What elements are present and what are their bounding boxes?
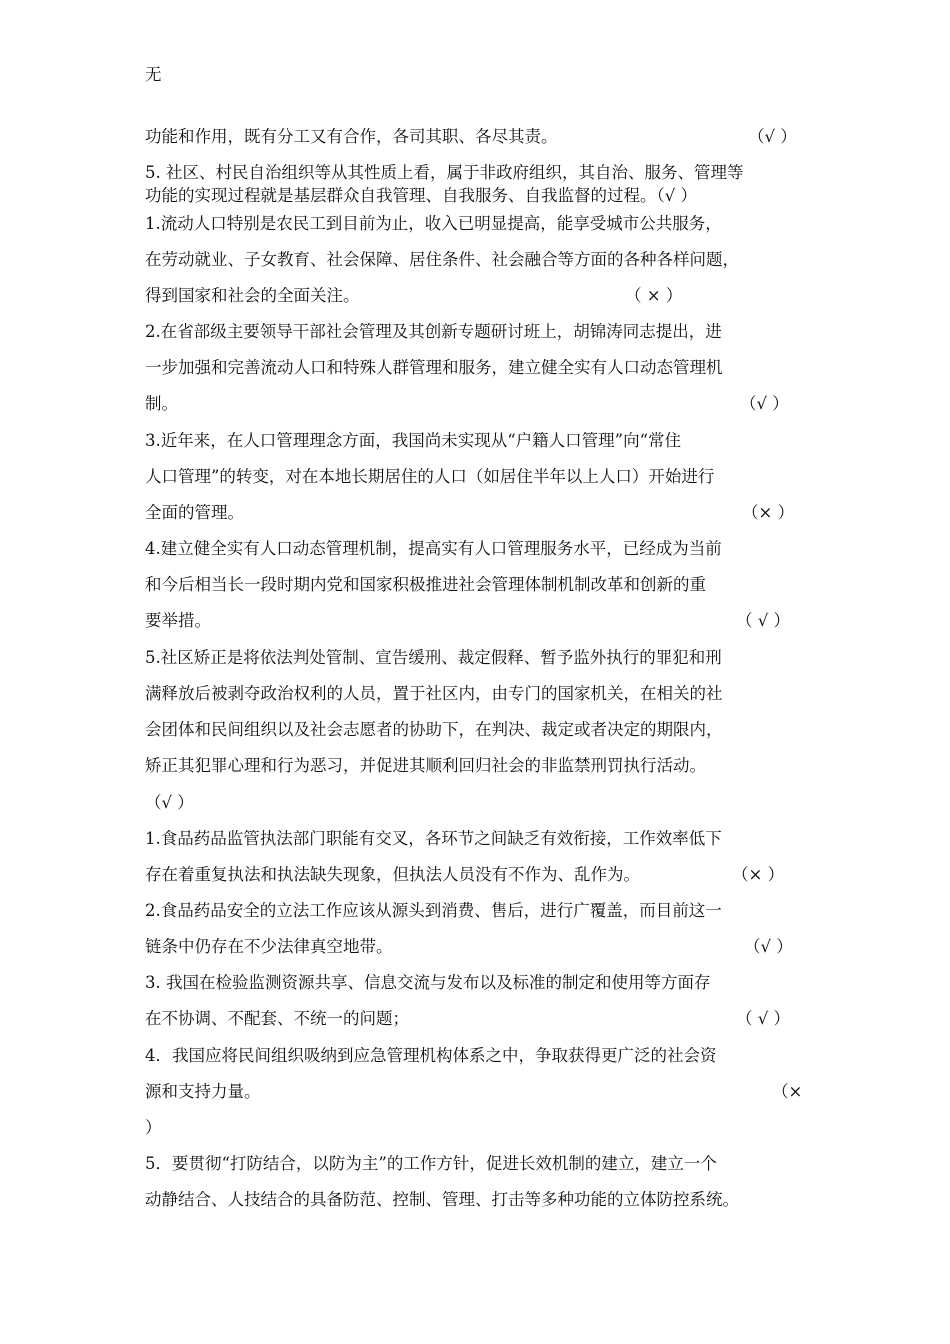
text-line: 2.在省部级主要领导干部社会管理及其创新专题研讨班上，胡锦涛同志提出，进 <box>145 322 722 341</box>
text-line: 和今后相当长一段时期内党和国家积极推进社会管理体制机制改革和创新的重 <box>145 575 706 594</box>
answer-mark: （ √ ） <box>736 611 791 630</box>
text-line: 链条中仍存在不少法律真空地带。 <box>145 937 393 956</box>
text-line: 满释放后被剥夺政治权利的人员，置于社区内，由专门的国家机关，在相关的社 <box>145 684 723 703</box>
text-line: 5．要贯彻“打防结合，以防为主”的工作方针，促进长效机制的建立，建立一个 <box>145 1154 717 1173</box>
answer-mark: （ √ ） <box>736 1009 791 1028</box>
text-line: 4.建立健全实有人口动态管理机制，提高实有人口管理服务水平，已经成为当前 <box>145 539 722 558</box>
text-line: 3. 我国在检验监测资源共享、信息交流与发布以及标准的制定和使用等方面存 <box>145 973 711 992</box>
text-line: 矫正其犯罪心理和行为恶习，并促进其顺利回归社会的非监禁刑罚执行活动。 <box>145 756 706 775</box>
text-line: 得到国家和社会的全面关注。 <box>145 286 360 305</box>
text-line: 要举措。 <box>145 611 211 630</box>
text-line: 功能和作用，既有分工又有合作，各司其职、各尽其责。 <box>145 127 558 146</box>
text-line: 一步加强和完善流动人口和特殊人群管理和服务，建立健全实有人口动态管理机 <box>145 358 723 377</box>
text-line: 制。 <box>145 394 178 413</box>
text-line: 存在着重复执法和执法缺失现象，但执法人员没有不作为、乱作为。 <box>145 865 640 884</box>
page-header: 无 <box>145 65 162 84</box>
answer-mark: （× ） <box>732 865 785 884</box>
answer-mark: （√ ） <box>748 127 797 146</box>
text-line: 动静结合、人技结合的具备防范、控制、管理、打击等多种功能的立体防控系统。 <box>145 1190 739 1209</box>
text-line: 1.流动人口特别是农民工到目前为止，收入已明显提高，能享受城市公共服务， <box>145 214 722 233</box>
text-line: 2.食品药品安全的立法工作应该从源头到消费、售后，进行广覆盖，而目前这一 <box>145 901 722 920</box>
text-line: 在不协调、不配套、不统一的问题； <box>145 1009 409 1028</box>
text-line: 5.社区矫正是将依法判处管制、宣告缓刑、裁定假释、暂予监外执行的罪犯和刑 <box>145 648 722 667</box>
text-line: 3.近年来，在人口管理理念方面，我国尚未实现从“户籍人口管理”向“常住 <box>145 431 682 450</box>
text-line: ） <box>145 1118 162 1137</box>
text-line: 全面的管理。 <box>145 503 244 522</box>
answer-mark: （√ ） <box>740 394 789 413</box>
answer-mark: （√ ） <box>744 937 793 956</box>
text-line: 在劳动就业、子女教育、社会保障、居住条件、社会融合等方面的各种各样问题， <box>145 250 739 269</box>
answer-mark: （× ） <box>742 503 795 522</box>
text-line: （√ ） <box>145 793 194 812</box>
answer-mark: （ × ） <box>625 286 683 305</box>
text-line: 功能的实现过程就是基层群众自我管理、自我服务、自我监督的过程。（√ ） <box>145 186 698 205</box>
answer-mark: （× <box>772 1082 803 1101</box>
text-line: 5. 社区、村民自治组织等从其性质上看，属于非政府组织，其自治、服务、管理等 <box>145 163 744 182</box>
text-line: 4．我国应将民间组织吸纳到应急管理机构体系之中，争取获得更广泛的社会资 <box>145 1046 717 1065</box>
text-line: 人口管理”的转变，对在本地长期居住的人口（如居住半年以上人口）开始进行 <box>145 467 715 486</box>
text-line: 源和支持力量。 <box>145 1082 261 1101</box>
text-line: 1.食品药品监管执法部门职能有交叉，各环节之间缺乏有效衔接，工作效率低下 <box>145 829 722 848</box>
text-line: 会团体和民间组织以及社会志愿者的协助下，在判决、裁定或者决定的期限内， <box>145 720 723 739</box>
